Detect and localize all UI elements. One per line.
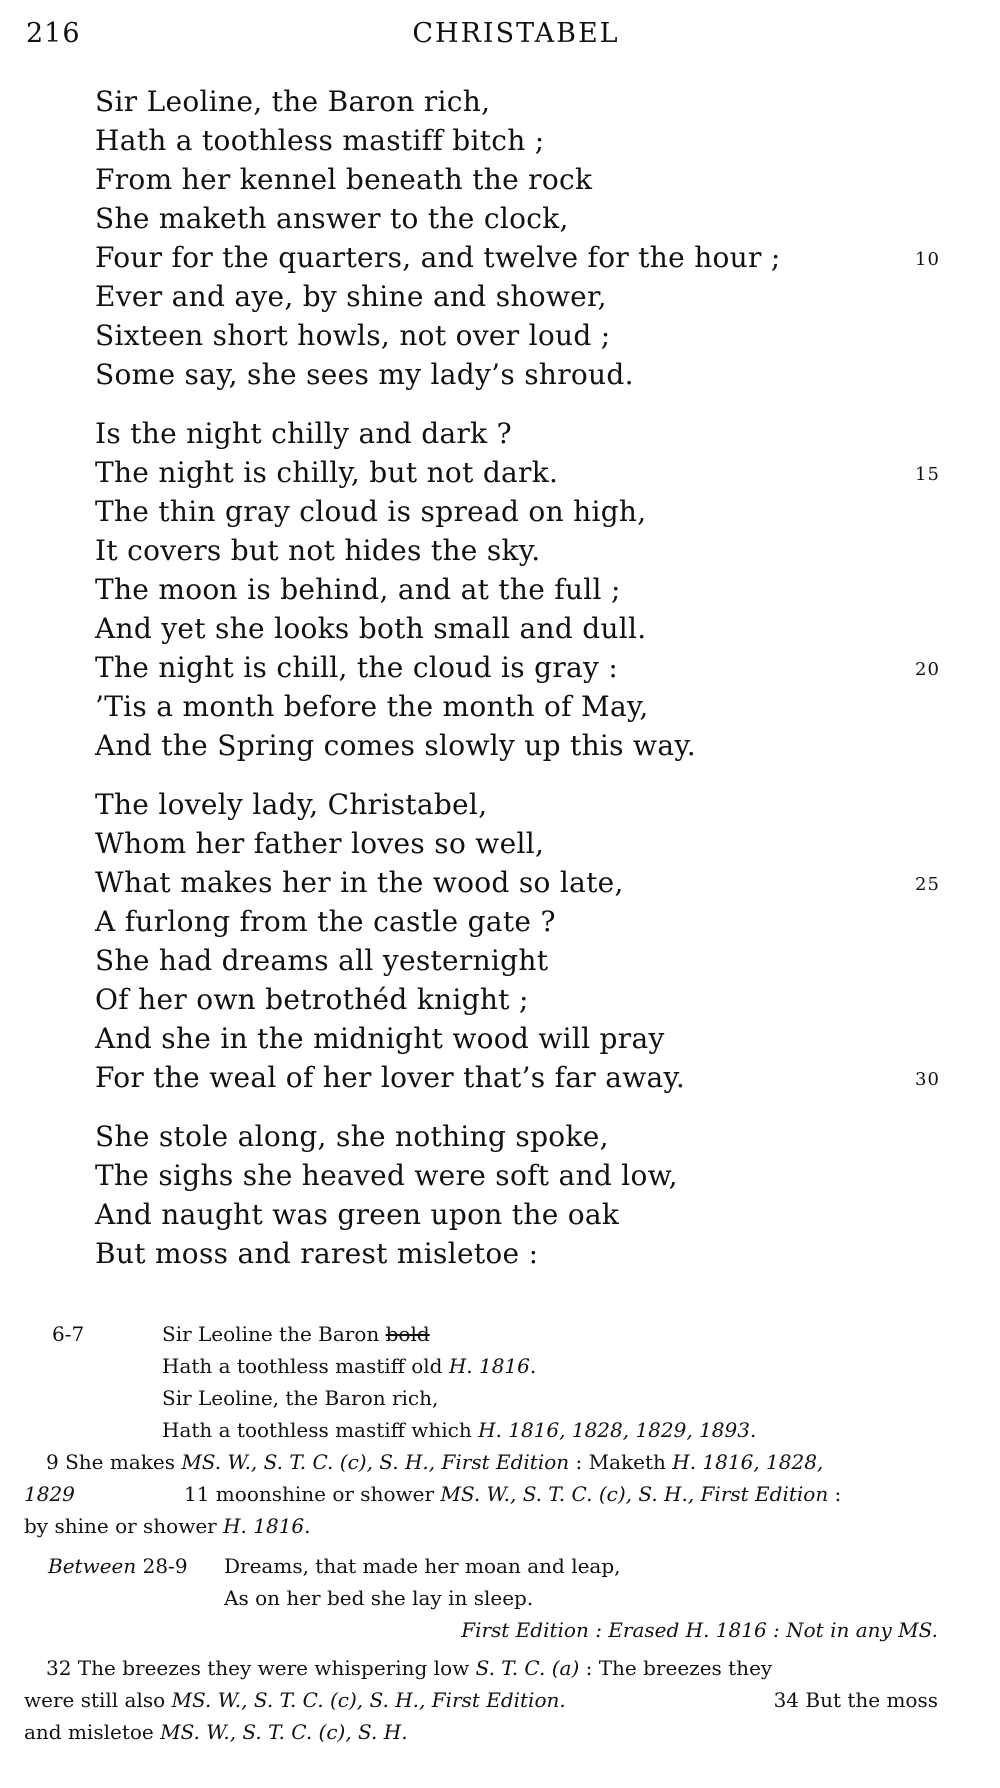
poem-line xyxy=(95,863,955,902)
note-source: First Edition : Erased H. 1816 : Not in any MS. xyxy=(461,1618,938,1642)
note-9-line1 xyxy=(24,1446,944,1478)
poem-line xyxy=(95,570,955,609)
poem-line-text: She maketh answer to the clock, xyxy=(95,202,569,235)
line-number: 30 xyxy=(915,1069,940,1090)
poem-line xyxy=(95,160,955,199)
poem-line-text: Sir Leoline, the Baron rich, xyxy=(95,85,491,118)
poem-line xyxy=(95,82,955,121)
poem-line-text: Is the night chilly and dark ? xyxy=(95,417,512,450)
poem-line xyxy=(95,492,955,531)
stanza xyxy=(95,1117,955,1273)
poem-line-text: And naught was green upon the oak xyxy=(95,1198,620,1231)
note-32-line2 xyxy=(24,1684,944,1716)
note-text: : Maketh xyxy=(569,1450,673,1474)
note-source: S. T. C. (a) xyxy=(475,1656,580,1680)
poem-line xyxy=(95,609,955,648)
stanza-gap xyxy=(95,394,955,414)
note-text: As on her bed she lay in sleep. xyxy=(224,1586,534,1610)
poem-line xyxy=(95,648,955,687)
line-number: 10 xyxy=(915,249,940,270)
poem-line xyxy=(95,121,955,160)
note-28-9-line3 xyxy=(24,1614,944,1646)
stanza-gap xyxy=(95,765,955,785)
note-text: 9 She makes xyxy=(46,1450,182,1474)
poem-line xyxy=(95,726,955,765)
poem-line-text: The thin gray cloud is spread on high, xyxy=(95,495,647,528)
poem-line-text: The moon is behind, and at the full ; xyxy=(95,573,621,606)
poem-line-text: Hath a toothless mastiff bitch ; xyxy=(95,124,545,157)
poem-line-text: What makes her in the wood so late, xyxy=(95,866,624,899)
note-source: MS. W., S. T. C. (c), S. H., First Edition. xyxy=(171,1688,566,1712)
poem-line xyxy=(95,824,955,863)
note-6-7-line4 xyxy=(24,1414,944,1446)
poem-line xyxy=(95,199,955,238)
poem-body xyxy=(95,82,955,1273)
poem-line-text: The lovely lady, Christabel, xyxy=(95,788,488,821)
poem-line-text: The night is chill, the cloud is gray : xyxy=(95,651,619,684)
note-text: 34 But the moss xyxy=(773,1688,938,1712)
poem-line-text: The sighs she heaved were soft and low, xyxy=(95,1159,678,1192)
poem-line-text: And yet she looks both small and dull. xyxy=(95,612,647,645)
poem-line xyxy=(95,355,955,394)
note-28-9-line2 xyxy=(24,1582,944,1614)
poem-line-text: And the Spring comes slowly up this way. xyxy=(95,729,696,762)
stanza xyxy=(95,82,955,394)
note-source: H. 1816, 1828, xyxy=(672,1450,824,1474)
poem-line xyxy=(95,238,955,277)
poem-line xyxy=(95,902,955,941)
note-text: : The breezes they xyxy=(579,1656,773,1680)
note-6-7-line2 xyxy=(24,1350,944,1382)
note-11-line2 xyxy=(24,1510,944,1542)
poem-line xyxy=(95,1195,955,1234)
stanza xyxy=(95,785,955,1097)
note-text: Sir Leoline the Baron xyxy=(162,1322,386,1346)
poem-line xyxy=(95,1117,955,1156)
poem-line xyxy=(95,1156,955,1195)
note-6-7-line3 xyxy=(24,1382,944,1414)
poem-line xyxy=(95,980,955,1019)
poem-line-text: Sixteen short howls, not over loud ; xyxy=(95,319,611,352)
line-number: 20 xyxy=(915,659,940,680)
poem-line-text: It covers but not hides the sky. xyxy=(95,534,541,567)
note-6-7-line1 xyxy=(24,1318,944,1350)
page-header xyxy=(26,18,946,58)
note-text: were still also xyxy=(24,1688,172,1712)
note-text: and misletoe xyxy=(24,1720,161,1744)
note-source: H. 1816. xyxy=(448,1354,537,1378)
poem-line xyxy=(95,1058,955,1097)
poem-line-text: Of her own betrothéd knight ; xyxy=(95,983,529,1016)
poem-line-text: She had dreams all yesternight xyxy=(95,944,549,977)
running-title: CHRISTABEL xyxy=(412,18,620,49)
textual-notes xyxy=(24,1318,944,1748)
note-text: 11 moonshine or shower xyxy=(184,1482,441,1506)
note-source: H. 1816, 1828, 1829, 1893. xyxy=(478,1418,757,1442)
note-ref: Between xyxy=(48,1554,137,1578)
note-source: MS. W., S. T. C. (c), S. H. xyxy=(160,1720,408,1744)
note-text: by shine or shower xyxy=(24,1514,224,1538)
poem-line-text: Whom her father loves so well, xyxy=(95,827,545,860)
poem-line-text: A furlong from the castle gate ? xyxy=(95,905,556,938)
note-source: 1829 xyxy=(24,1482,75,1506)
poem-line xyxy=(95,453,955,492)
poem-line-text: The night is chilly, but not dark. xyxy=(95,456,559,489)
stanza-gap xyxy=(95,1097,955,1117)
poem-line xyxy=(95,1019,955,1058)
poem-line xyxy=(95,316,955,355)
poem-line-text: Ever and aye, by shine and shower, xyxy=(95,280,607,313)
poem-line-text: And she in the midnight wood will pray xyxy=(95,1022,665,1055)
poem-line-text: From her kennel beneath the rock xyxy=(95,163,593,196)
note-text: Hath a toothless mastiff old xyxy=(162,1354,449,1378)
note-ref: 28-9 xyxy=(136,1554,188,1578)
note-9-line2 xyxy=(24,1478,944,1510)
poem-line-text: For the weal of her lover that’s far away. xyxy=(95,1061,686,1094)
note-32-line1 xyxy=(24,1652,944,1684)
note-28-9-line1 xyxy=(24,1550,944,1582)
note-text: 32 The breezes they were whispering low xyxy=(46,1656,476,1680)
poem-line-text: Four for the quarters, and twelve for the hour ; xyxy=(95,241,781,274)
poem-line xyxy=(95,1234,955,1273)
poem-line xyxy=(95,531,955,570)
poem-line xyxy=(95,277,955,316)
poem-line xyxy=(95,785,955,824)
page-number: 216 xyxy=(26,18,81,49)
note-34-line2 xyxy=(24,1716,944,1748)
line-number: 25 xyxy=(915,874,940,895)
stanza xyxy=(95,414,955,765)
poem-line-text: Some say, she sees my lady’s shroud. xyxy=(95,358,634,391)
note-source: H. 1816. xyxy=(223,1514,311,1538)
note-source: MS. W., S. T. C. (c), S. H., First Edition xyxy=(440,1482,829,1506)
struck-word: bold xyxy=(385,1322,430,1346)
poem-line-text: But moss and rarest misletoe : xyxy=(95,1237,539,1270)
note-text: : xyxy=(828,1482,842,1506)
note-text: Hath a toothless mastiff which xyxy=(162,1418,479,1442)
note-text: Dreams, that made her moan and leap, xyxy=(224,1554,621,1578)
note-source: MS. W., S. T. C. (c), S. H., First Edition xyxy=(181,1450,570,1474)
line-number: 15 xyxy=(915,464,940,485)
note-text: Sir Leoline, the Baron rich, xyxy=(162,1386,439,1410)
poem-line xyxy=(95,414,955,453)
poem-line xyxy=(95,941,955,980)
poem-line xyxy=(95,687,955,726)
poem-line-text: She stole along, she nothing spoke, xyxy=(95,1120,609,1153)
note-ref: 6-7 xyxy=(52,1322,85,1346)
poem-line-text: ’Tis a month before the month of May, xyxy=(95,690,649,723)
